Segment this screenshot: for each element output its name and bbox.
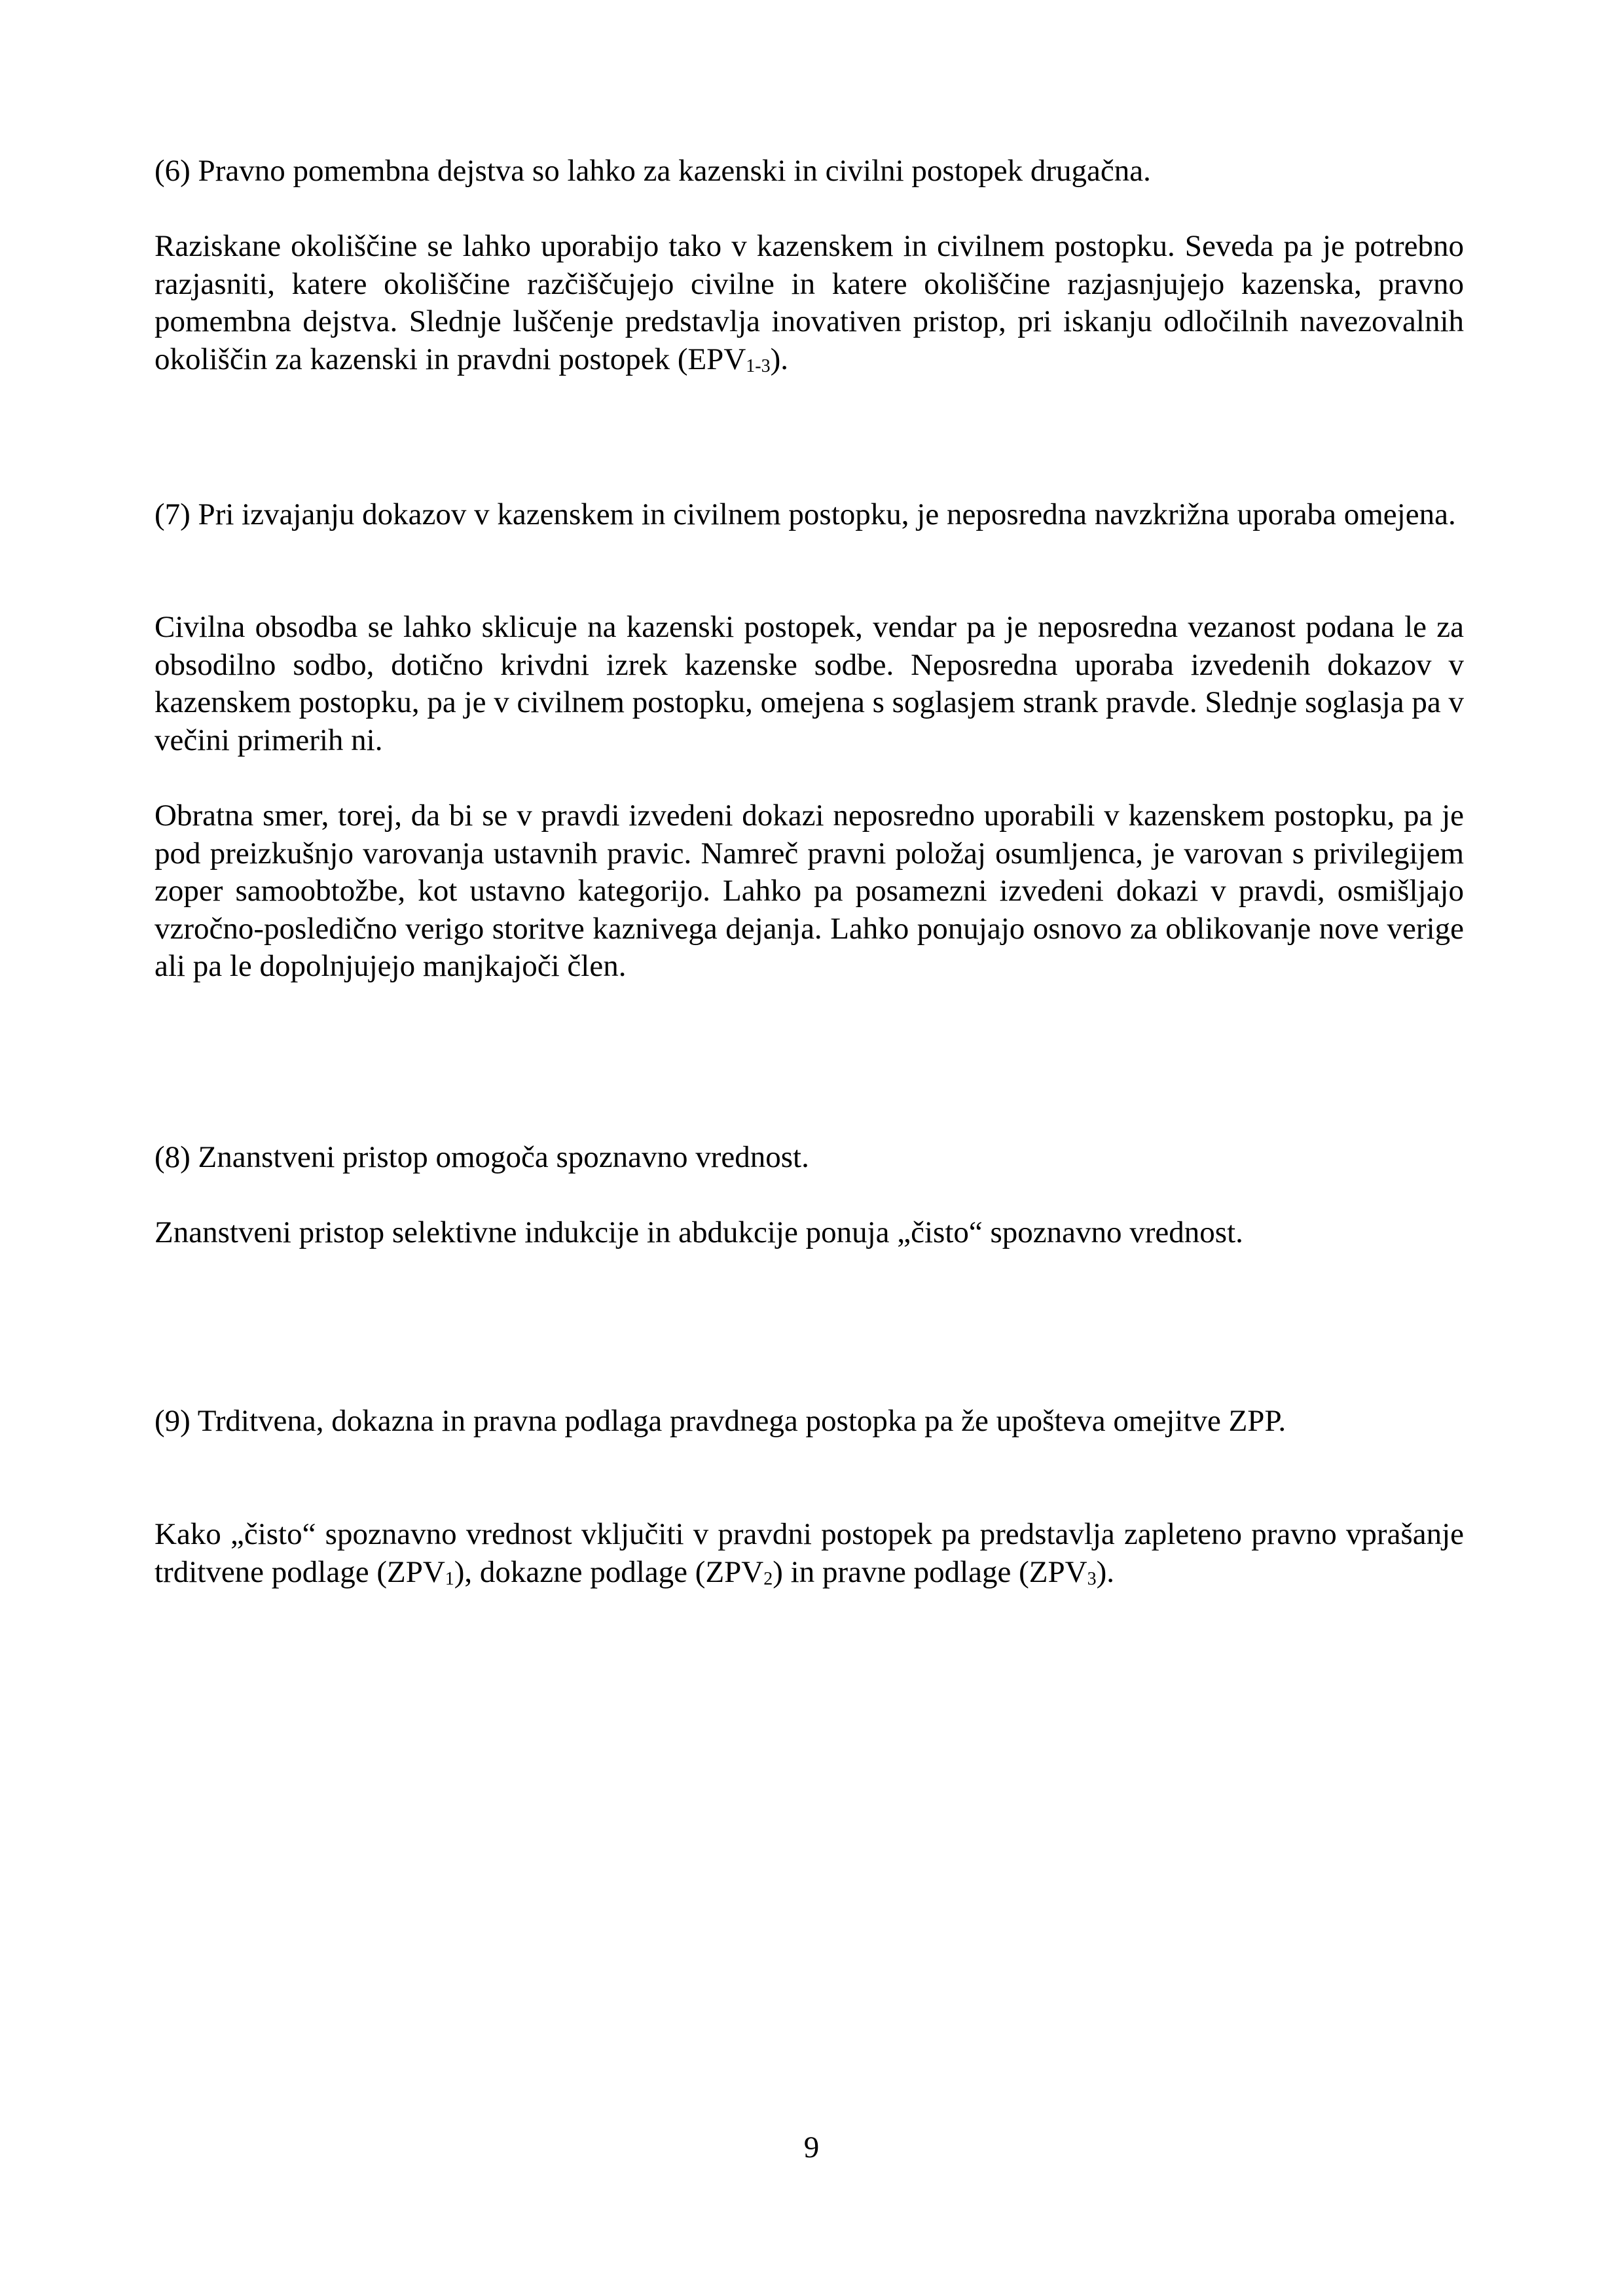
- section-9-paragraph-mid-2: ) in pravne podlage (ZPV: [773, 1554, 1087, 1589]
- section-6-paragraph-tail: ).: [770, 342, 788, 376]
- page-number: 9: [803, 2130, 820, 2164]
- section-7-paragraph-1: Civilna obsodba se lahko sklicuje na kazenski postopek, vendar pa je neposredna vezanost podana le za obsodilno sodbo, dotično krivdni izrek kazenske sodbe. Neposredna uporaba izvedenih dokazov v kazenskem postopku, pa je v civilnem postopku, omejena s soglasjem strank pravde. Slednje soglasja pa v večini primerih ni.: [155, 610, 1464, 757]
- section-7-heading: (7) Pri izvajanju dokazov v kazenskem in civilnem postopku, je neposredna navzkrižna uporaba omejena.: [155, 497, 1456, 531]
- section-9-subscript-2: 2: [763, 1568, 773, 1589]
- section-9-subscript-1: 1: [445, 1568, 454, 1589]
- section-6-paragraph-subscript: 1-3: [746, 355, 771, 376]
- section-9-heading: (9) Trditvena, dokazna in pravna podlaga pravdnega postopka pa že upošteva omejitve ZPP.: [155, 1404, 1286, 1438]
- section-7-paragraph-2: Obratna smer, torej, da bi se v pravdi izvedeni dokazi neposredno uporabili v kazenskem postopku, pa je pod preizkušnjo varovanja ustavnih pravic. Namreč pravni položaj osumljenca, je varovan s privilegijem zoper samoobtožbe, kot ustavno kategorijo. Lahko pa posamezni izvedeni dokazi v pravdi, osmišljajo vzročno-posledično verigo storitve kaznivega dejanja. Lahko ponujajo osnovo za oblikovanje nove verige ali pa le dopolnjujejo manjkajoči člen.: [155, 798, 1464, 983]
- section-9-paragraph: [155, 1516, 1464, 1591]
- section-9-paragraph-mid-1: ), dokazne podlage (ZPV: [454, 1554, 764, 1589]
- section-9-paragraph-text: Kako „čisto“ spoznavno vrednost vključiti v pravdni postopek pa predstavlja zapleteno pravno vprašanje trditvene podlage (ZPV: [155, 1517, 1464, 1589]
- section-9-paragraph-tail: ).: [1096, 1554, 1114, 1589]
- section-8-paragraph: Znanstveni pristop selektivne indukcije in abdukcije ponuja „čisto“ spoznavno vrednost.: [155, 1215, 1243, 1249]
- section-6-heading: (6) Pravno pomembna dejstva so lahko za kazenski in civilni postopek drugačna.: [155, 154, 1151, 188]
- section-6-paragraph-text: Raziskane okoliščine se lahko uporabijo tako v kazenskem in civilnem postopku. Seveda pa je potrebno razjasniti, katere okoliščine razčiščujejo civilne in katere okoliščine razjasnjujejo kazenska, pravno pomembna dejstva. Slednje luščenje predstavlja inovativen pristop, pri iskanju odločilnih navezovalnih okoliščin za kazenski in pravdni postopek (EPV: [155, 229, 1464, 376]
- section-9-subscript-3: 3: [1087, 1568, 1097, 1589]
- section-8-heading: (8) Znanstveni pristop omogoča spoznavno vrednost.: [155, 1140, 809, 1174]
- section-6-paragraph: [155, 228, 1464, 378]
